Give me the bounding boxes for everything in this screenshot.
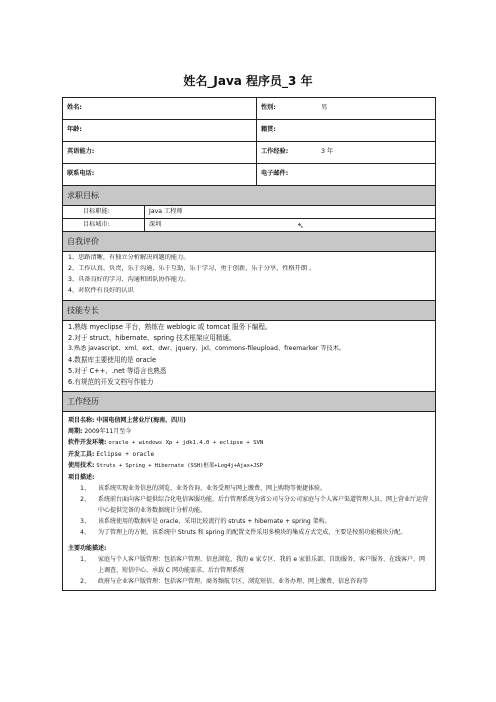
section-header-skills: 技能专长 [63,301,435,321]
tools-value: Eclipse + oracle [96,451,155,458]
english-label: 英语能力: [67,148,95,156]
desc-item-text: 该系统使用的数据库是 oracle，采用比较流行的 struts + hibernate + spring 架构。 [98,518,331,525]
skill-line: 4.数据库主要使用的是 oracle [68,356,157,364]
self-eval-line: 3、具备良好的学习、沟通和团队协作能力。 [68,276,190,283]
skill-line: 6.有规范的开发文档写作能力 [68,378,154,386]
info-row-2 [63,120,435,142]
phone-label: 联系电话: [67,170,95,178]
hometown-label: 籍贯: [261,126,276,134]
tech-value: Struts + Spring + Hibernate (SSH)框架+Log4j+Ajax+JSP [96,463,263,469]
info-row-1 [63,98,435,120]
section-header-self-eval: 自我评价 [63,232,435,252]
self-eval-body [63,252,435,301]
objective-city-row [63,219,435,232]
desc-item-num: 1、 [80,485,90,492]
main-item-num: 1、 [80,556,90,563]
self-eval-line: 2、工作认真、负责，乐于沟通，乐于互助，乐于学习，勇于创新，乐于分享，性格开朗 。 [68,265,316,272]
skills-body [63,321,435,392]
env-line [68,437,430,449]
work-body [63,412,435,591]
city-value: 深圳 [149,220,162,228]
skill-line: 2.对于 struct、hibernate、spring 技术框架应用精通。 [68,334,236,342]
desc-item-text: 该系统实现业务信息的浏览、业务咨询、业务受理与网上缴费、网上购物等便捷体验。 [98,485,327,492]
env-label: 软件开发环境: [68,439,107,446]
city-value-cell [145,219,435,231]
desc-item-num: 3、 [80,518,90,525]
project-value: 中国电信网上营业厅(海南、四川) [96,417,186,424]
main-item [68,576,430,587]
desc-item-text: 系统前台面向客户提供综合化电信客服功能，后台管理系统为省公司与分公司家庭与个人客户渠道管理人员、网上营业厅运营中心提供完备的业务数据统计分析功能。 [98,496,429,514]
desc-item [68,494,430,516]
position-value: Java 工程师 [149,207,183,215]
section-header-work: 工作经历 [63,392,435,412]
skill-line: 3.熟悉 javascript、xml、ext、dwr、jquery、jxl、commons-fileupload、freemarker 等技术。 [68,345,346,352]
period-value: 2009年11月至今 [84,428,132,435]
name-value [159,98,257,119]
age-label: 年龄: [67,126,82,134]
main-item-num: 2、 [80,578,90,585]
hometown-value [317,120,435,141]
document-title: 姓名_Java 程序员_3 年 [183,74,313,88]
desc-item-num: 4、 [80,529,90,536]
period-line [68,426,430,437]
self-eval-line: 1、思路清晰，有独立分析解决问题的能力。 [68,254,190,261]
main-item [68,554,430,576]
english-value [159,142,257,163]
desc-label: 项目描述: [68,474,95,481]
main-function-label: 主要功能描述: [68,545,107,552]
name-label: 姓名: [67,104,82,112]
project-label: 项目名称: [68,417,95,424]
main-item-text: 家庭与个人客户版管理：包括客户管理、信息浏览、我的 e 家专区、我的 e 家俱乐部、自助服务、客户服务、在线客户、网上调查、短信中心、承载 C 网功能需求、后台管理系统 [98,556,426,574]
desc-item [68,516,430,527]
info-row-3 [63,142,435,164]
desc-item-num: 2、 [80,496,90,503]
info-row-4 [63,164,435,186]
tools-line [68,449,430,460]
period-label: 周期: [68,428,83,435]
email-value [317,164,435,185]
section-header-objective: 求职目标 [63,186,435,206]
project-name-line [68,415,430,426]
desc-item [68,483,430,494]
city-label: 目标城市: [63,219,145,231]
position-label: 目标职能: [63,206,145,218]
email-label: 电子邮件: [261,170,289,178]
self-eval-line: 4、对软件有良好的认识 [68,287,134,294]
age-value [159,120,257,141]
env-value: oracle + windows Xp + jdk1.4.0 + eclipse + SVN [108,440,264,446]
desc-item-text: 为了管理上的方便，该系统中 Struts 和 spring 的配置文件采用多模块的集成方式完成，主要是按照功能模块分配。 [98,529,407,536]
resume-table [62,97,436,591]
gender-label: 性别: [261,104,276,112]
mouse-cursor-icon: ➴ [297,221,304,230]
gender-value: 男 [321,104,328,112]
tech-label: 使用技术: [68,462,95,469]
skill-line: 1.熟练 myeclipse 平台，熟练在 weblogic 或 tomcat 服务下编程。 [68,323,272,331]
main-item-text: 政府与企业客户版管理：包括客户管理、商务频航专区、浏览短信、业务办理、网上缴费、信息咨询等 [98,578,369,585]
skill-line: 5.对于 C++、.net 等语言也熟悉 [68,367,167,375]
experience-value: 3 年 [321,148,334,156]
experience-label: 工作经验: [261,148,289,156]
tools-label: 开发工具: [68,451,95,458]
tech-line [68,460,430,472]
desc-item [68,527,430,538]
phone-value [159,164,257,185]
objective-position-row [63,206,435,219]
